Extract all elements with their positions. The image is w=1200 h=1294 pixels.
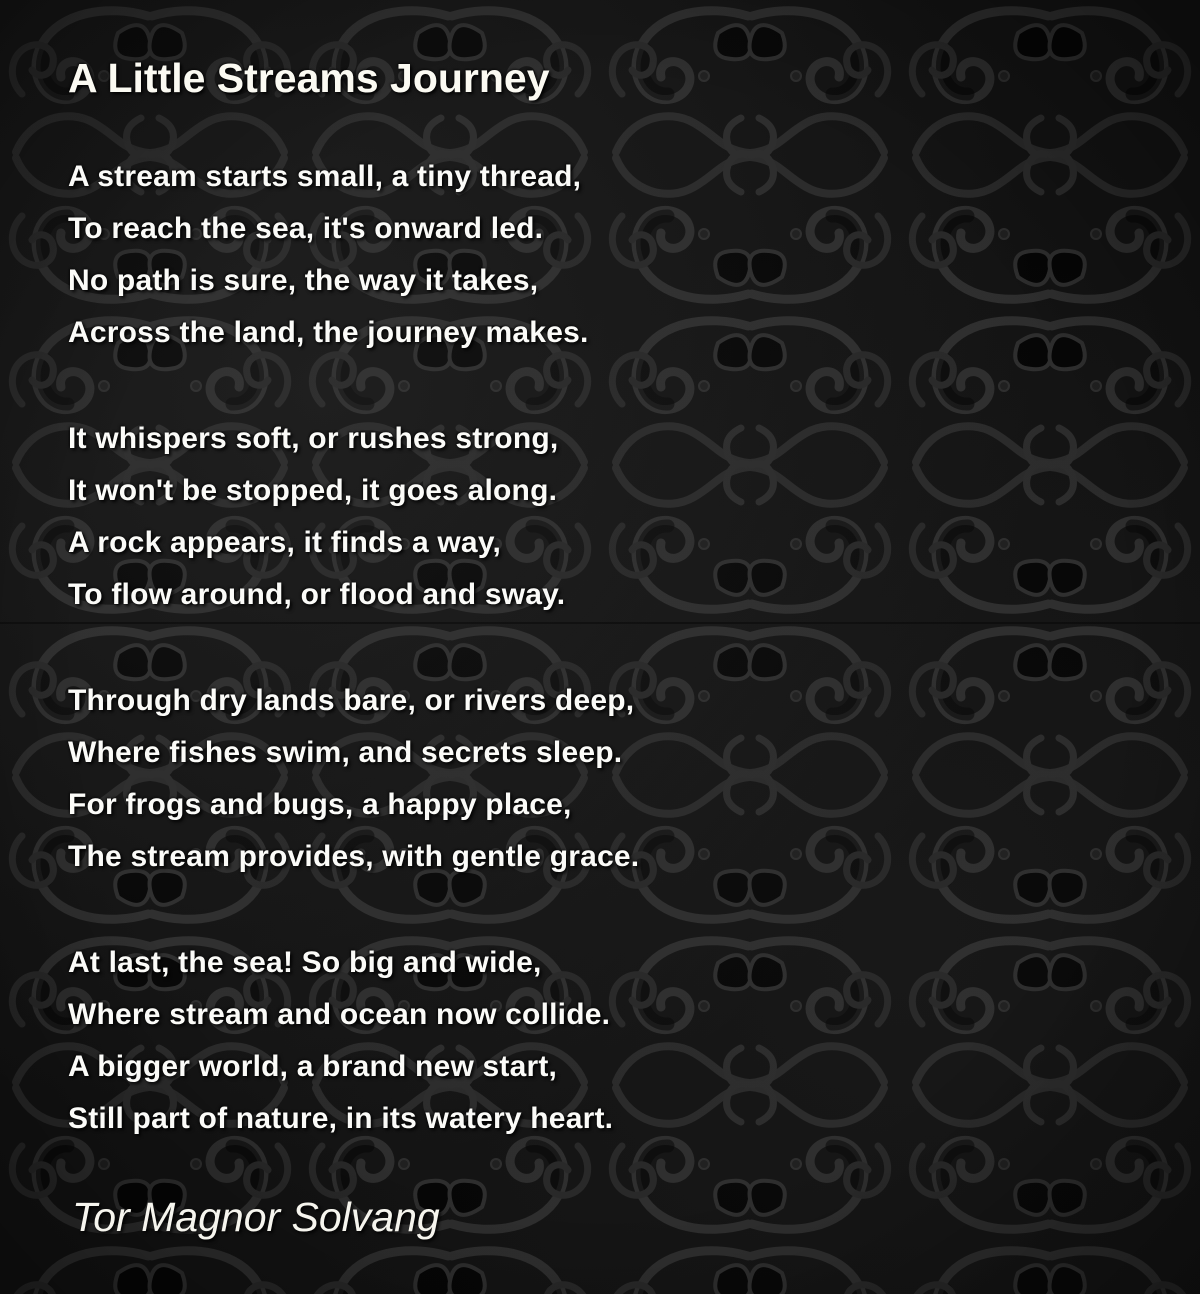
poem-line: A rock appears, it finds a way, [68,526,502,559]
poem-line: For frogs and bugs, a happy place, [68,788,572,821]
poem-line: Through dry lands bare, or rivers deep, [68,684,635,717]
poem-line: It won't be stopped, it goes along. [68,474,558,507]
poem-line: The stream provides, with gentle grace. [68,840,640,873]
poem-line: Where fishes swim, and secrets sleep. [68,736,623,769]
poem-title: A Little Streams Journey [68,55,550,101]
poem-line: A stream starts small, a tiny thread, [68,160,582,193]
poem-line: To reach the sea, it's onward led. [68,212,544,245]
poem-line: At last, the sea! So big and wide, [68,946,542,979]
poem-line: No path is sure, the way it takes, [68,264,539,297]
poem-line: Still part of nature, in its watery heart. [68,1102,614,1135]
stanza-1 [68,151,1160,359]
poem-line: Across the land, the journey makes. [68,316,589,349]
stanza-2 [68,413,1160,621]
poem-line: Where stream and ocean now collide. [68,998,611,1031]
stanza-3 [68,675,1160,883]
poem-author: Tor Magnor Solvang [72,1194,440,1240]
poem-line: It whispers soft, or rushes strong, [68,422,559,455]
poem-line: A bigger world, a brand new start, [68,1050,558,1083]
poem-line: To flow around, or flood and sway. [68,578,566,611]
stanza-4 [68,937,1160,1145]
